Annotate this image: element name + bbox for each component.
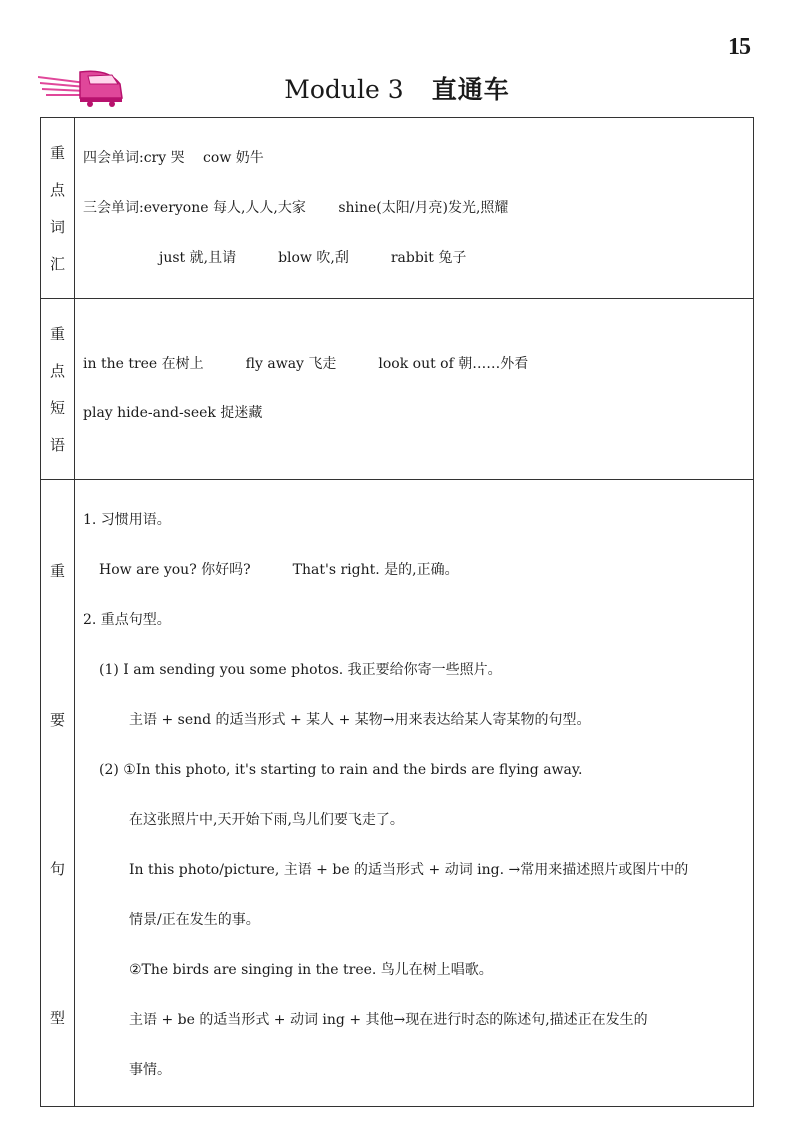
sentence-line: 事情。 [129, 1062, 171, 1078]
title-english: Module 3 [284, 75, 404, 104]
label-char: 词 [49, 218, 65, 236]
label-char: 短 [49, 399, 65, 417]
phrases-section [41, 298, 753, 479]
label-char: 句 [49, 860, 65, 878]
label-char: 点 [49, 181, 65, 199]
label-char: 点 [49, 362, 65, 380]
sentence-line: In this photo/picture, 主语 + be 的适当形式 + 动词 ing. →常用来描述照片或图片中的 [129, 862, 689, 878]
sentence-line: 1. 习惯用语。 [83, 512, 171, 528]
phrases-line: in the tree 在树上 fly away 飞走 look out of 朝……外看 [83, 356, 529, 372]
sentence-line: 情景/正在发生的事。 [129, 912, 260, 928]
label-char: 重 [49, 325, 65, 343]
sentence-line: ②The birds are singing in the tree. 鸟儿在树上唱歌。 [129, 962, 493, 978]
sentences-section [41, 479, 753, 1107]
label-char: 汇 [49, 255, 65, 273]
summary-table [40, 117, 754, 1107]
title-chinese: 直通车 [431, 75, 510, 104]
vocabulary-label [41, 118, 75, 298]
sentence-line: (2) ①In this photo, it's starting to rain and the birds are flying away. [99, 762, 583, 778]
page-title [0, 70, 794, 106]
vocab-four-skill-line: 四会单词:cry 哭 cow 奶牛 [83, 150, 264, 166]
sentence-line: (1) I am sending you some photos. 我正要给你寄一些照片。 [99, 662, 502, 678]
label-char: 型 [49, 1009, 65, 1027]
sentence-line: 主语 + be 的适当形式 + 动词 ing + 其他→现在进行时态的陈述句,描述正在发生的 [129, 1012, 648, 1028]
label-char: 要 [49, 711, 65, 729]
phrases-label [41, 299, 75, 479]
label-char: 重 [49, 144, 65, 162]
vocab-three-skill-line: 三会单词:everyone 每人,人人,大家 shine(太阳/月亮)发光,照耀 [83, 200, 509, 216]
sentence-line: 主语 + send 的适当形式 + 某人 + 某物→用来表达给某人寄某物的句型。 [129, 712, 591, 728]
label-char: 语 [49, 436, 65, 454]
sentence-line: 2. 重点句型。 [83, 612, 171, 628]
phrases-line: play hide-and-seek 捉迷藏 [83, 405, 263, 421]
sentence-line: How are you? 你好吗? That's right. 是的,正确。 [99, 562, 459, 578]
sentence-line: 在这张照片中,天开始下雨,鸟儿们要飞走了。 [129, 812, 404, 828]
vocabulary-section [41, 118, 753, 298]
page-number: 15 [728, 34, 750, 60]
vocab-three-skill-line-cont: just 就,且请 blow 吹,刮 rabbit 兔子 [159, 250, 467, 266]
label-char: 重 [49, 562, 65, 580]
sentences-label [41, 480, 75, 1107]
